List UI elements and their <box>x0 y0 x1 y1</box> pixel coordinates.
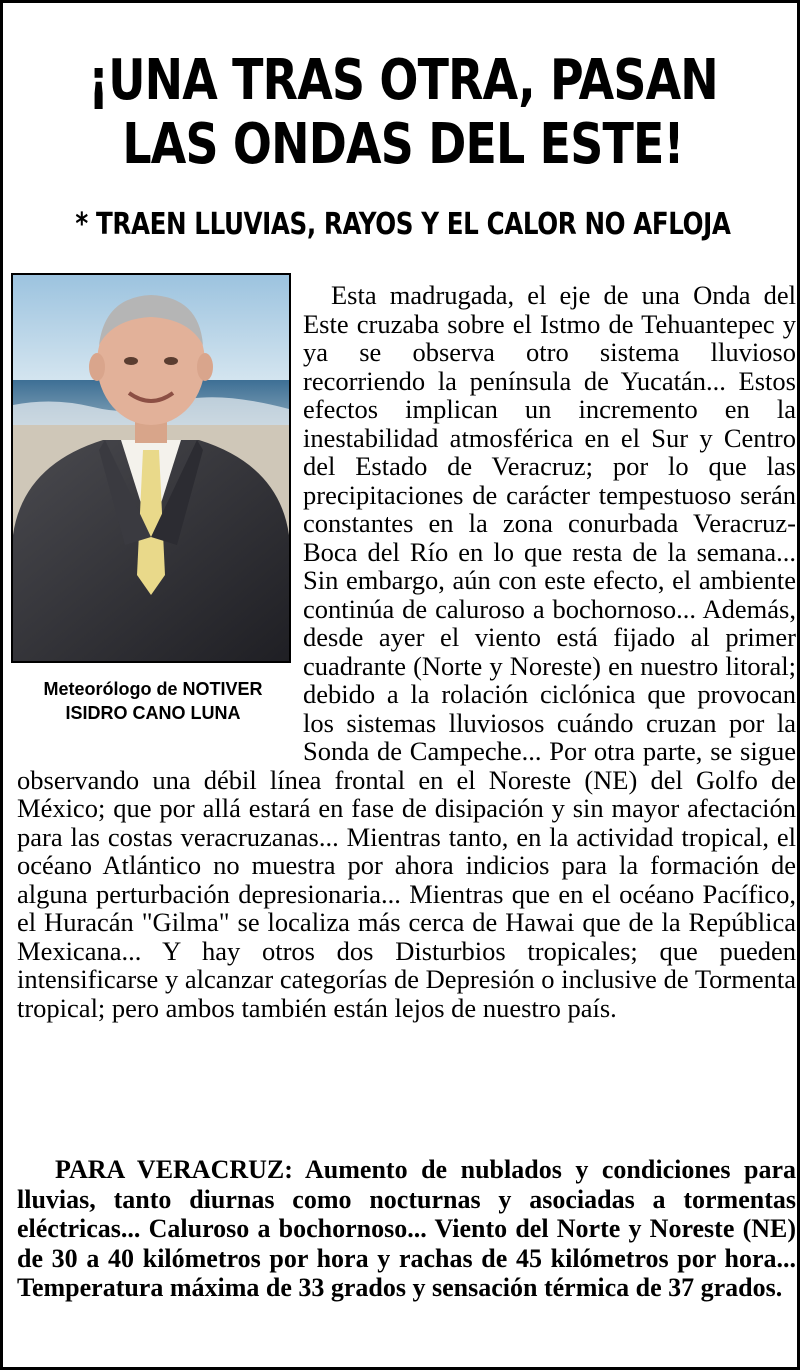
article-paragraph: Esta madrugada, el eje de una Onda del Este cruzaba sobre el Istmo de Tehuantepec y ya se observa otro sistema lluvioso recorriendo la península de Yucatán... Estos efectos implican un incremento en la inestabilidad atmosférica en el Sur y Centro del Estado de Veracruz; por lo que las precipitaciones de carácter tempestuoso serán constantes en la zona conurbada Veracruz-Boca del Río en lo que resta de la semana... Sin embargo, aún con este efecto, el ambiente continúa de caluroso a bochornoso... Además, desde ayer el viento está fijado al primer cuadrante (Norte y Noreste) en nuestro litoral; debido a la rolación ciclónica que provocan los sistemas lluviosos cuándo cruzan por la Sonda de Campeche... Por otra parte, se sigue observando una débil línea frontal en el Noreste (NE) del Golfo de México; que por allá estará en fase de disipación y sin mayor afectación para las costas veracruzanas... Mientras tanto, en la actividad tropical, el océano Atlántico no muestra por ahora indicios para la formación de alguna perturbación depresionaria... Mientras que en el océano Pacífico, el Huracán "Gilma" se localiza más cerca de Hawai que de la República Mexicana... Y hay otros dos Disturbios tropicales; que pueden intensificarse y alcanzar categorías de Depresión o inclusive de Tormenta tropical; pero ambos también están lejos de nuestro país. <box>17 280 796 1023</box>
forecast-paragraph: PARA VERACRUZ: Aumento de nublados y condiciones para lluvias, tanto diurnas como nocturnas y asociadas a tormentas eléctricas... Caluroso a bochornoso... Viento del Norte y Noreste (NE) de 30 a 40 kilómetros por hora y rachas de 45 kilómetros por hora... Temperatura máxima de 33 grados y sensación térmica de 37 grados. <box>17 1155 796 1302</box>
headline-line-1: ¡UNA TRAS OTRA, PASAN <box>88 48 718 113</box>
caption-title: Meteorólogo de NOTIVER <box>43 679 263 699</box>
caption-name: ISIDRO CANO LUNA <box>65 703 241 723</box>
article-body <box>17 281 796 1022</box>
veracruz-forecast <box>17 1155 796 1303</box>
subheadline: * TRAEN LLUVIAS, RAYOS Y EL CALOR NO AFLOJA <box>75 207 731 242</box>
headline-line-2: LAS ONDAS DEL ESTE! <box>122 112 684 177</box>
photo-float-spacer <box>17 281 303 754</box>
headline <box>75 49 731 177</box>
